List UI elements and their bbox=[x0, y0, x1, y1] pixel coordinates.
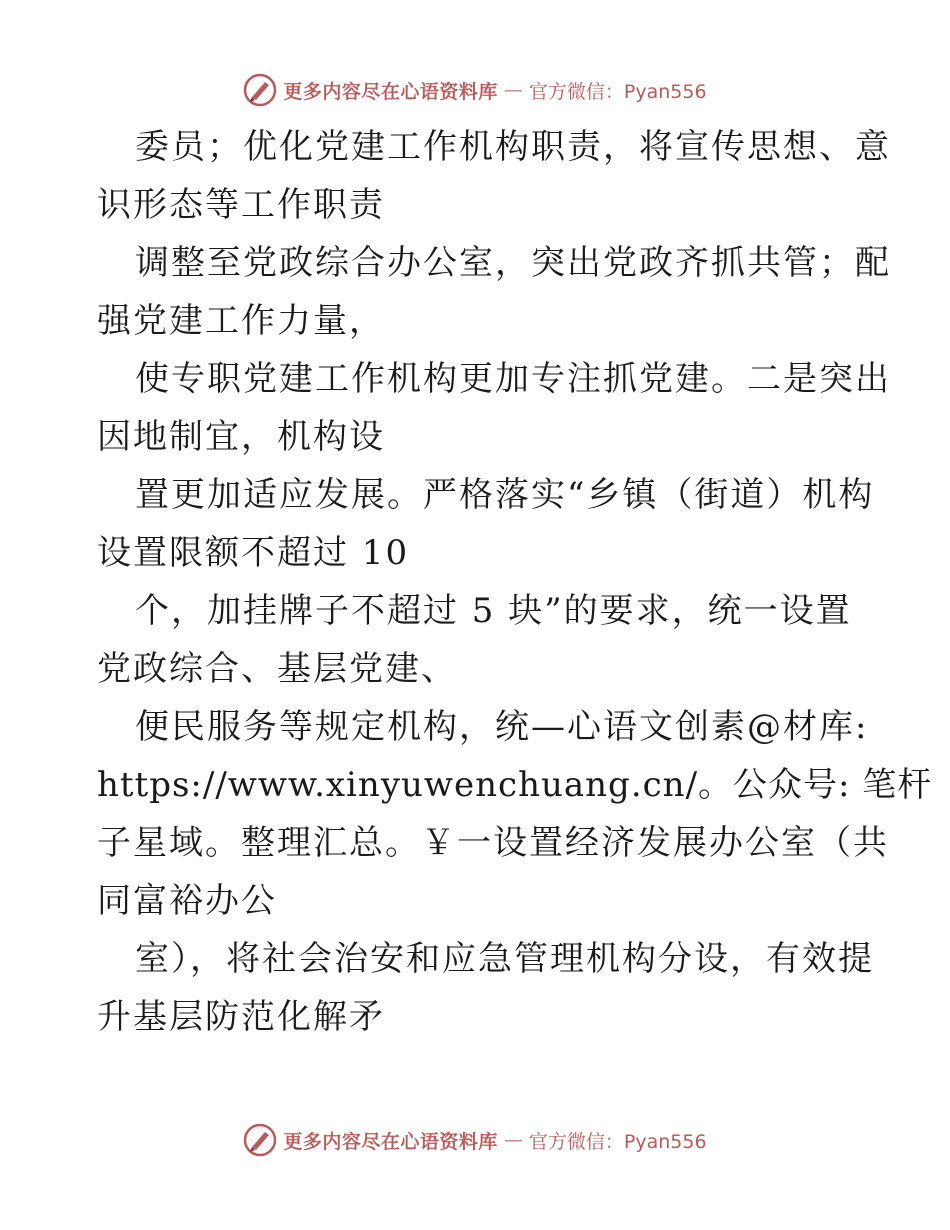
body-line: https://www.xinyuwenchuang.cn/。公众号: 笔杆 bbox=[97, 765, 933, 805]
body-line: 子星域。整理汇总。￥一设置经济发展办公室（共 bbox=[97, 823, 889, 863]
body-line: 党政综合、基层党建、 bbox=[97, 649, 457, 689]
body-line: 强党建工作力量， bbox=[97, 301, 385, 341]
header-dash: — bbox=[503, 79, 523, 101]
body-line: 室），将社会治安和应急管理机构分设，有效提 bbox=[135, 939, 874, 979]
body-line: 调整至党政综合办公室，突出党政齐抓共管；配 bbox=[135, 243, 891, 283]
body-line: 升基层防范化解矛 bbox=[97, 997, 385, 1037]
header-site-text: 更多内容尽在心语资料库 bbox=[283, 80, 498, 103]
document-body bbox=[97, 118, 933, 1046]
body-line: 设置限额不超过 10 bbox=[97, 533, 410, 573]
quill-logo-icon bbox=[243, 1123, 277, 1157]
footer-site-text: 更多内容尽在心语资料库 bbox=[283, 1130, 498, 1153]
body-line: 同富裕办公 bbox=[97, 881, 277, 921]
body-line: 识形态等工作职责 bbox=[97, 185, 385, 225]
footer-banner bbox=[0, 1122, 950, 1158]
header-wechat-text: 官方微信：Pyan556 bbox=[528, 80, 707, 103]
header-banner bbox=[0, 72, 950, 108]
body-line: 置更加适应发展。严格落实“乡镇（街道）机构 bbox=[135, 475, 875, 515]
quill-logo-icon bbox=[243, 73, 277, 107]
body-line: 委员；优化党建工作机构职责，将宣传思想、意 bbox=[135, 127, 891, 167]
body-line: 因地制宜，机构设 bbox=[97, 417, 385, 457]
body-line: 个，加挂牌子不超过 5 块”的要求，统一设置 bbox=[135, 591, 852, 631]
footer-wechat-text: 官方微信：Pyan556 bbox=[528, 1130, 707, 1153]
body-line: 便民服务等规定机构，统—心语文创素@材库: bbox=[135, 707, 869, 747]
footer-dash: — bbox=[503, 1129, 523, 1151]
body-line: 使专职党建工作机构更加专注抓党建。二是突出 bbox=[135, 359, 891, 399]
